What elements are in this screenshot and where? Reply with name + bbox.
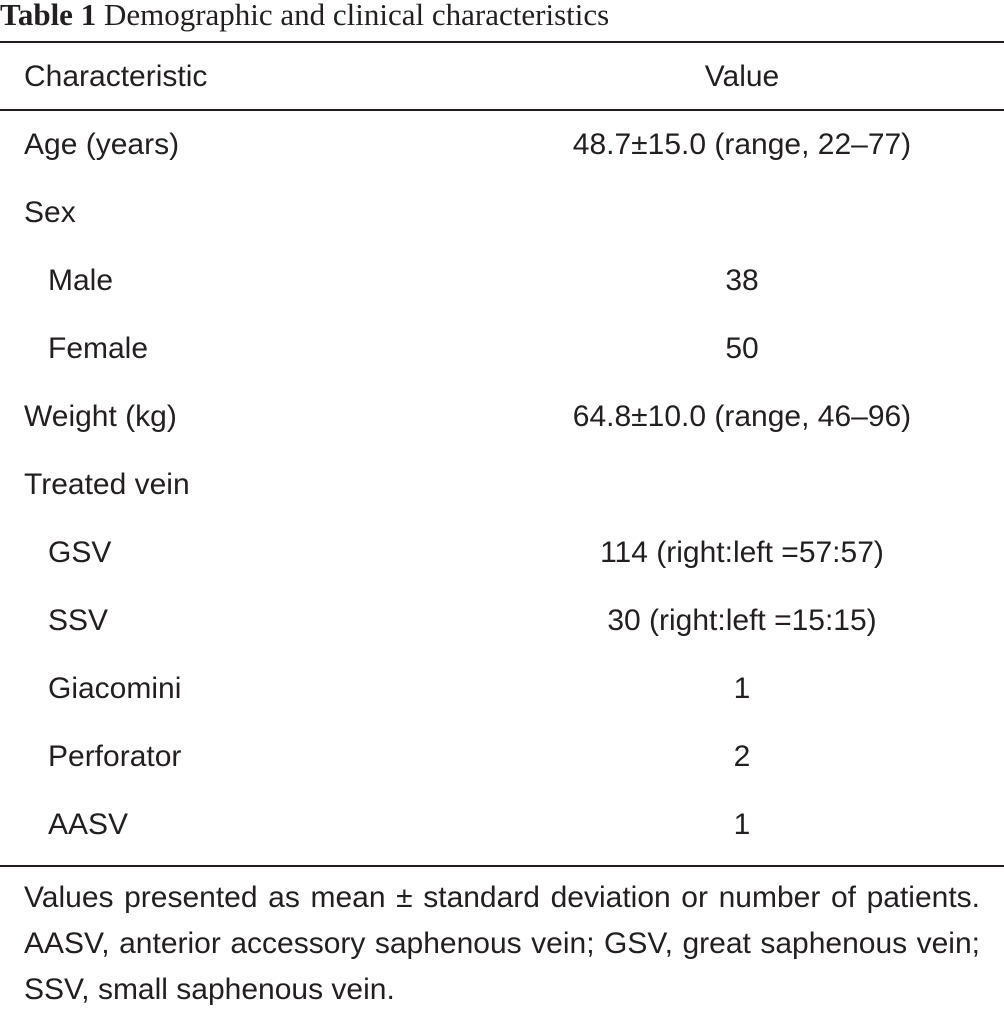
table-row — [0, 179, 1004, 247]
row-label: Sex — [24, 196, 76, 229]
row-label: Age (years) — [24, 128, 180, 161]
row-label: Giacomini — [48, 672, 182, 705]
row-label: Perforator — [48, 740, 182, 773]
row-label: Treated vein — [24, 468, 190, 501]
caption-title: Demographic and clinical characteristics — [103, 0, 610, 32]
row-value: 48.7±15.0 (range, 22–77) — [572, 128, 912, 161]
row-value: 64.8±10.0 (range, 46–96) — [572, 400, 912, 433]
table-row — [0, 791, 1004, 859]
row-value: 1 — [733, 808, 751, 841]
table-row — [0, 383, 1004, 451]
header-value: Value — [704, 60, 780, 93]
table-row — [0, 587, 1004, 655]
table-row — [0, 247, 1004, 315]
table-body — [0, 111, 1004, 865]
table-row — [0, 519, 1004, 587]
row-value: 2 — [733, 740, 751, 773]
row-label: Weight (kg) — [24, 400, 177, 433]
table-row — [0, 723, 1004, 791]
table-row — [0, 315, 1004, 383]
bottom-rule — [0, 865, 1004, 867]
row-label: GSV — [48, 536, 112, 569]
row-label: SSV — [48, 604, 109, 637]
row-value: 1 — [733, 672, 751, 705]
row-value: 114 (right:left =57:57) — [600, 536, 884, 569]
caption-number: Table 1 — [0, 0, 97, 32]
table-row — [0, 655, 1004, 723]
row-label: Male — [48, 264, 114, 297]
row-label: AASV — [48, 808, 129, 841]
row-value: 38 — [725, 264, 759, 297]
row-value: 50 — [725, 332, 759, 365]
table-footnote: Values presented as mean ± standard deviation or number of patients. AASV, anterior accessory saphenous vein; GSV, great saphenous vein; SSV, small saphenous vein. — [24, 881, 980, 1006]
table-row — [0, 111, 1004, 179]
table-row — [0, 451, 1004, 519]
header-row — [0, 43, 1004, 111]
table-caption — [0, 0, 609, 36]
row-label: Female — [48, 332, 149, 365]
row-value: 30 (right:left =15:15) — [607, 604, 877, 637]
header-characteristic: Characteristic — [24, 60, 208, 93]
